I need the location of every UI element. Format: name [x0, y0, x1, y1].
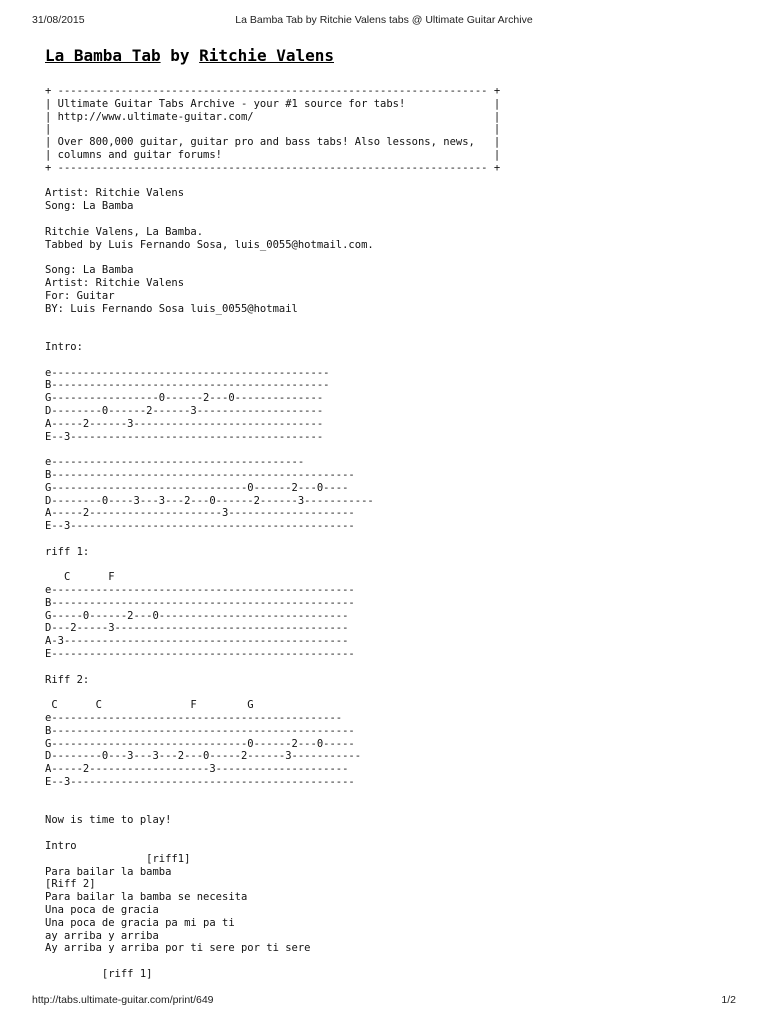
print-footer: [32, 994, 736, 1010]
artist-link[interactable]: Ritchie Valens: [199, 46, 334, 65]
song-title-link[interactable]: La Bamba Tab: [45, 46, 161, 65]
print-url: http://tabs.ultimate-guitar.com/print/649: [32, 994, 214, 1006]
heading-by-text: by: [170, 46, 200, 65]
print-page-title: La Bamba Tab by Ritchie Valens tabs @ Ultimate Guitar Archive: [235, 14, 533, 26]
tab-content: [45, 46, 735, 981]
print-date: 31/08/2015: [32, 14, 85, 26]
page-heading: [45, 46, 735, 65]
tab-text: + -------------------------------------------------------------------- + | Ultimate Guitar Tabs Archive - your #1 source for tabs! | | http://www.ultimate-guitar.com/ | | | | Over 800,000 guitar, guitar pro and bass tabs! Also lessons, news, | | columns and guitar forums! | + -------------------------------------------------------------------- + Artist: Ritchie Valens Song: La Bamba Ritchie Valens, La Bamba. Tabbed by Luis Fernando Sosa, luis_0055@hotmail.com. Song: La Bamba Artist: Ritchie Valens For: Guitar BY: Luis Fernando Sosa luis_0055@hotmail Intro: e-------------------------------------------- B-------------------------------------------- G-----------------0------2---0-------------- D--------0------2------3-------------------- A-----2------3------------------------------ E--3---------------------------------------- e---------------------------------------- B------------------------------------------------ G-------------------------------0------2---0---- D--------0----3---3---2---0------2------3----------- A-----2---------------------3-------------------- E--3--------------------------------------------- riff 1: C F e------------------------------------------------ B------------------------------------------------ G-----0------2---0------------------------------ D---2-----3------------------------------------- A-3--------------------------------------------- E------------------------------------------------ Riff 2: C C F G e---------------------------------------------- B------------------------------------------------ G-------------------------------0------2---0----- D--------0---3---3---2---0-----2------3----------- A-----2-------------------3--------------------- E--3--------------------------------------------- Now is time to play! Intro [riff1] Para bailar la bamba [Riff 2] Para bailar la bamba se necesita Una poca de gracia Una poca de gracia pa mi pa ti ay arriba y arriba Ay arriba y arriba por ti sere por ti sere [riff 1]: [45, 85, 501, 980]
print-header: [32, 14, 736, 30]
page-number: 1/2: [721, 994, 736, 1006]
